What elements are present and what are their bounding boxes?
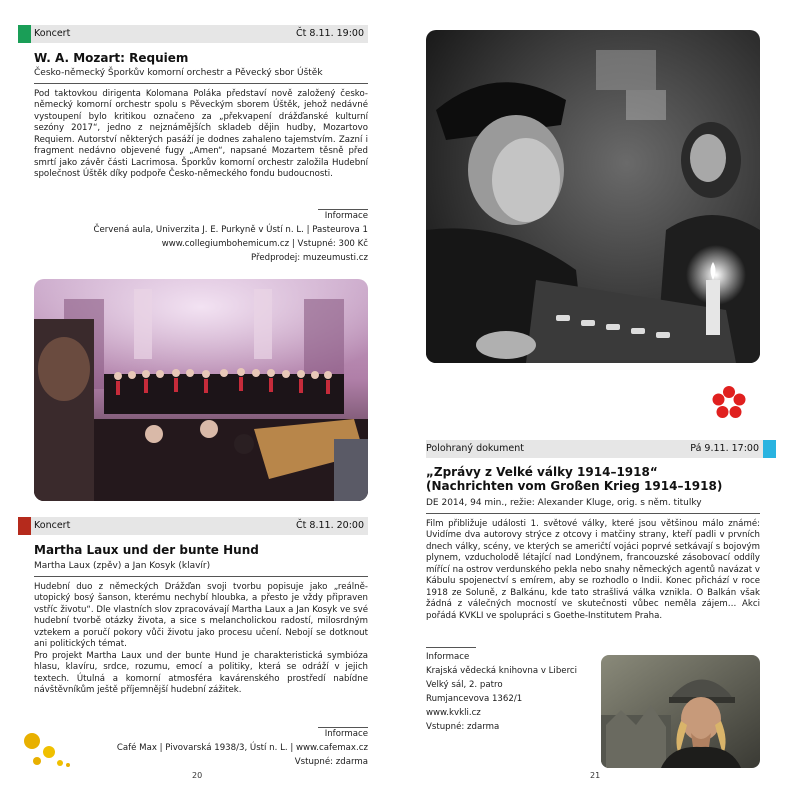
event3-info-web: www.kvkli.cz	[426, 708, 481, 718]
event1-divider	[34, 83, 368, 84]
event2-info	[34, 727, 368, 769]
event3-description: Film přibližuje události 1. světové války, které jsou většinou málo známé: Uvidíme dva autorovy strýce z otcovy i matčiny strany, kteří padli v prvních dnech války, scény, ve kterých se američtí vojáci poprvé setkávají s bojovým plynem, vzducholodě létající nad Londýnem, francouzské zásobovací oddíly mířící na ostrov verdunského pekla nebo snahy německých agentů navázat v Kábulu spojenectví s emírem, aby se rozhodlo o Indii. Konec přichází v roce 1918 ze Soluně, z Balkánu, kde tato strašlivá válka vznikla. O Balkán však žádná z válečných mocností ve skutečnosti vůbec neměla zájem… Akci pořádá KVKLI ve spolupráci s Goethe-Institutem Praha.	[426, 519, 760, 621]
event3-info-entry: Vstupné: zdarma	[426, 722, 500, 732]
event2-info-venue: Café Max | Pivovarská 1938/3, Ústí n. L. | www.cafemax.cz	[116, 743, 368, 753]
event2-category-tab	[18, 517, 31, 535]
event3-divider	[426, 513, 760, 514]
event3-info-label: Informace	[426, 652, 470, 662]
event3-info-hall: Velký sál, 2. patro	[426, 680, 503, 690]
event1-category-tab	[18, 25, 31, 43]
yellow-dots-decoration	[20, 728, 80, 770]
red-flower-decoration	[711, 385, 747, 421]
event2-info-label: Informace	[324, 729, 368, 739]
event2-date: Čt 8.11. 20:00	[296, 520, 364, 531]
event2-divider	[34, 576, 368, 577]
film-still-photo	[601, 655, 760, 768]
event3-info-divider	[426, 647, 476, 648]
event1-info-label: Informace	[324, 211, 368, 221]
musician-photo	[426, 30, 760, 363]
event3-title-german: (Nachrichten vom Großen Krieg 1914–1918)	[426, 479, 723, 493]
event3-subtitle: DE 2014, 94 min., režie: Alexander Kluge, orig. s něm. titulky	[426, 498, 702, 508]
musician-photo-graphic	[426, 30, 760, 363]
event3-category-tab	[763, 440, 776, 458]
event1-category: Koncert	[34, 28, 71, 39]
event3-info-address: Rumjancevova 1362/1	[426, 694, 523, 704]
event1-info-venue: Červená aula, Univerzita J. E. Purkyně v Ústí n. L. | Pasteurova 1	[93, 225, 368, 235]
event3-title	[426, 465, 760, 493]
event1-info-web: www.collegiumbohemicum.cz | Vstupné: 300 Kč	[161, 239, 368, 249]
event3-category: Polohraný dokument	[426, 443, 524, 454]
film-still-graphic	[601, 655, 760, 768]
event2-category: Koncert	[34, 520, 71, 531]
event1-title: W. A. Mozart: Requiem	[34, 51, 189, 65]
event2-header-bar	[18, 517, 368, 535]
event2-title: Martha Laux und der bunte Hund	[34, 543, 259, 557]
page-number-right: 21	[590, 771, 601, 780]
event1-subtitle: Česko-německý Šporkův komorní orchestr a Pěvecký sbor Úštěk	[34, 68, 323, 78]
page-number-left: 20	[192, 771, 203, 780]
event1-description: Pod taktovkou dirigenta Kolomana Poláka představí nově založený česko-německý komorní orchestr spolu s Pěveckým sborem Úštěk, jehož nedávné vystoupení bylo kritikou označeno za „překvapení drážďanské kulturní sezóny 2017“, jedno z nejznámějších skladeb dějin hudby, Mozartovo Requiem. Autorství některých pasáží je dodnes zahaleno tajemstvím. Zazní i fragment nedávno objevené fugy „Amen“, napsané Mozartem těsně před smrtí jako závěr části Lacrimosa. Šporkův komorní orchestr založila Hudební společnost Úštěk díky podpoře Česko-německého fondu budoucnosti.	[34, 89, 368, 180]
event2-description-p2: Pro projekt Martha Laux und der bunte Hund je charakteristická symbióza hlasu, klavíru, srdce, rozumu, emocí a politiky, která se odráží v jejich textech. Útulná a komorní atmosféra kavárenského prostředí nabídne návštěvníkům ještě příjemnější hudební zážitek.	[34, 650, 368, 696]
event2-description-p1: Hudební duo z německých Drážďan svoji tvorbu popisuje jako „reálně-utopický bosý šanson, kterému nechybí hloubka, a přesto je vždy připraven vstříc životu“. Dle vlastních slov zpracovávají Martha Laux a Jan Kosyk ve své hudební tvorbě otázky života, a sice s melancholickou radostí, milosrdným vztekem a poručí pokory vůči životu jako procesu učení. Nebojí se dotknout ani politických témat.	[34, 582, 368, 650]
event2-subtitle: Martha Laux (zpěv) a Jan Kosyk (klavír)	[34, 561, 211, 571]
event3-title-czech: „Zprávy z Velké války 1914–1918“	[426, 465, 658, 479]
event1-date: Čt 8.11. 19:00	[296, 28, 364, 39]
concert-hall-photo-graphic	[34, 279, 368, 501]
concert-hall-photo	[34, 279, 368, 501]
event3-info	[426, 650, 596, 734]
event1-header-bar	[18, 25, 368, 43]
event2-info-entry: Vstupné: zdarma	[294, 757, 368, 767]
event3-date: Pá 9.11. 17:00	[690, 443, 759, 454]
event2-description	[34, 582, 368, 697]
event1-info-presale: Předprodej: muzeumusti.cz	[250, 253, 368, 263]
event3-info-venue: Krajská vědecká knihovna v Liberci	[426, 666, 578, 676]
event3-header-bar	[426, 440, 776, 458]
event1-info	[34, 209, 368, 265]
